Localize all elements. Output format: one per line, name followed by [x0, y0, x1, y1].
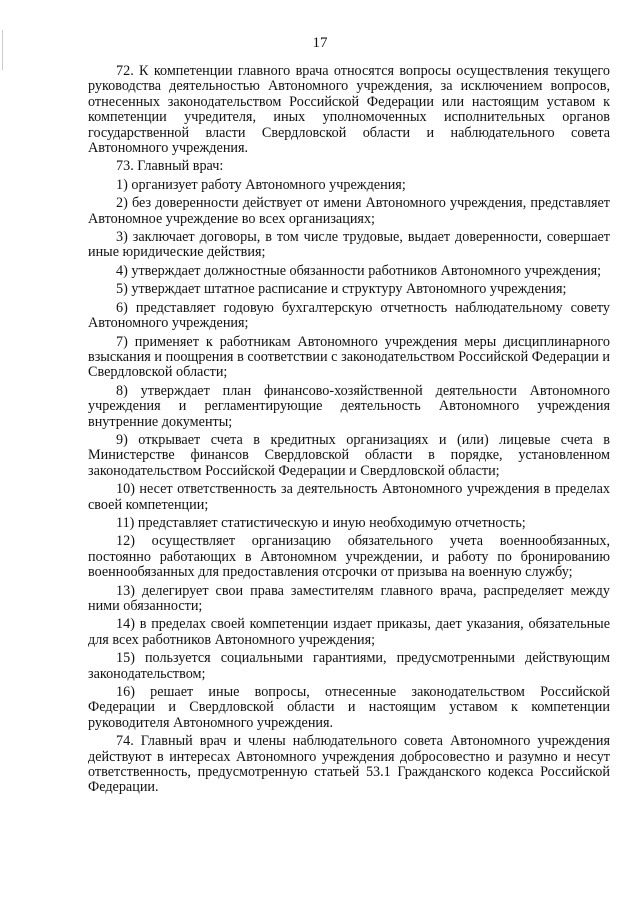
page-number: 17 — [312, 35, 328, 51]
list-item-4: 4) утверждает должностные обязанности работников Автономного учреждения; — [116, 262, 602, 279]
list-item-12: 12) осуществляет организацию обязательного учета военнообязанных, постоянно работающих в Автономном учреждении, и работу по бронированию военнообязанных для предоставления отсрочки от призыва на военную службу; — [88, 533, 610, 581]
list-item-13: 13) делегирует свои права заместителям главного врача, распределяет между ними обязанности; — [88, 582, 610, 614]
paragraph-74: 74. Главный врач и члены наблюдательного совета Автономного учреждения действуют в интересах Автономного учреждения добросовестно и разумно и несут ответственность, предусмотренную статьей 53.1 Гражданского кодекса Российской Федерации. — [88, 733, 610, 796]
list-item-5: 5) утверждает штатное расписание и структуру Автономного учреждения; — [116, 281, 567, 298]
paragraph-72: 72. К компетенции главного врача относятся вопросы осуществления текущего руководства деятельностью Автономного учреждения, за исключением вопросов, отнесенных законодательством Российской Федерации или настоящим уставом к компетенции учредителя, иных уполномоченных исполнительных органов государственной власти Свердловской области и наблюдательного совета Автономного учреждения. — [88, 63, 610, 157]
list-item-11: 11) представляет статистическую и иную необходимую отчетность; — [116, 514, 526, 531]
list-item-7: 7) применяет к работникам Автономного учреждения меры дисциплинарного взыскания и поощрения в соответствии с законодательством Российской Федерации и Свердловской области; — [88, 333, 610, 381]
list-item-14: 14) в пределах своей компетенции издает приказы, дает указания, обязательные для всех работников Автономного учреждения; — [88, 616, 610, 648]
list-item-16: 16) решает иные вопросы, отнесенные законодательством Российской Федерации и Свердловской области и настоящим уставом к компетенции руководителя Автономного учреждения. — [88, 684, 610, 731]
list-item-2: 2) без доверенности действует от имени Автономного учреждения, представляет Автономное учреждение во всех организациях; — [88, 195, 610, 227]
list-item-8: 8) утверждает план финансово-хозяйственной деятельности Автономного учреждения и регламентирующие деятельность Автономного учреждения внутренние документы; — [88, 382, 610, 430]
list-item-15: 15) пользуется социальными гарантиями, предусмотренными действующим законодательством; — [88, 650, 610, 682]
list-item-3: 3) заключает договоры, в том числе трудовые, выдает доверенности, совершает иные юридические действия; — [88, 229, 610, 261]
document-body — [88, 64, 610, 799]
list-item-1: 1) организует работу Автономного учреждения; — [116, 176, 406, 193]
paragraph-73-heading: 73. Главный врач: — [116, 158, 224, 175]
list-item-9: 9) открывает счета в кредитных организациях и (или) лицевые счета в Министерстве финансов Свердловской области в порядке, установленном законодательством Российской Федерации и Свердловской области; — [88, 431, 610, 479]
list-item-10: 10) несет ответственность за деятельность Автономного учреждения в пределах своей компетенции; — [88, 481, 610, 513]
list-item-6: 6) представляет годовую бухгалтерскую отчетность наблюдательному совету Автономного учреждения; — [88, 299, 610, 332]
